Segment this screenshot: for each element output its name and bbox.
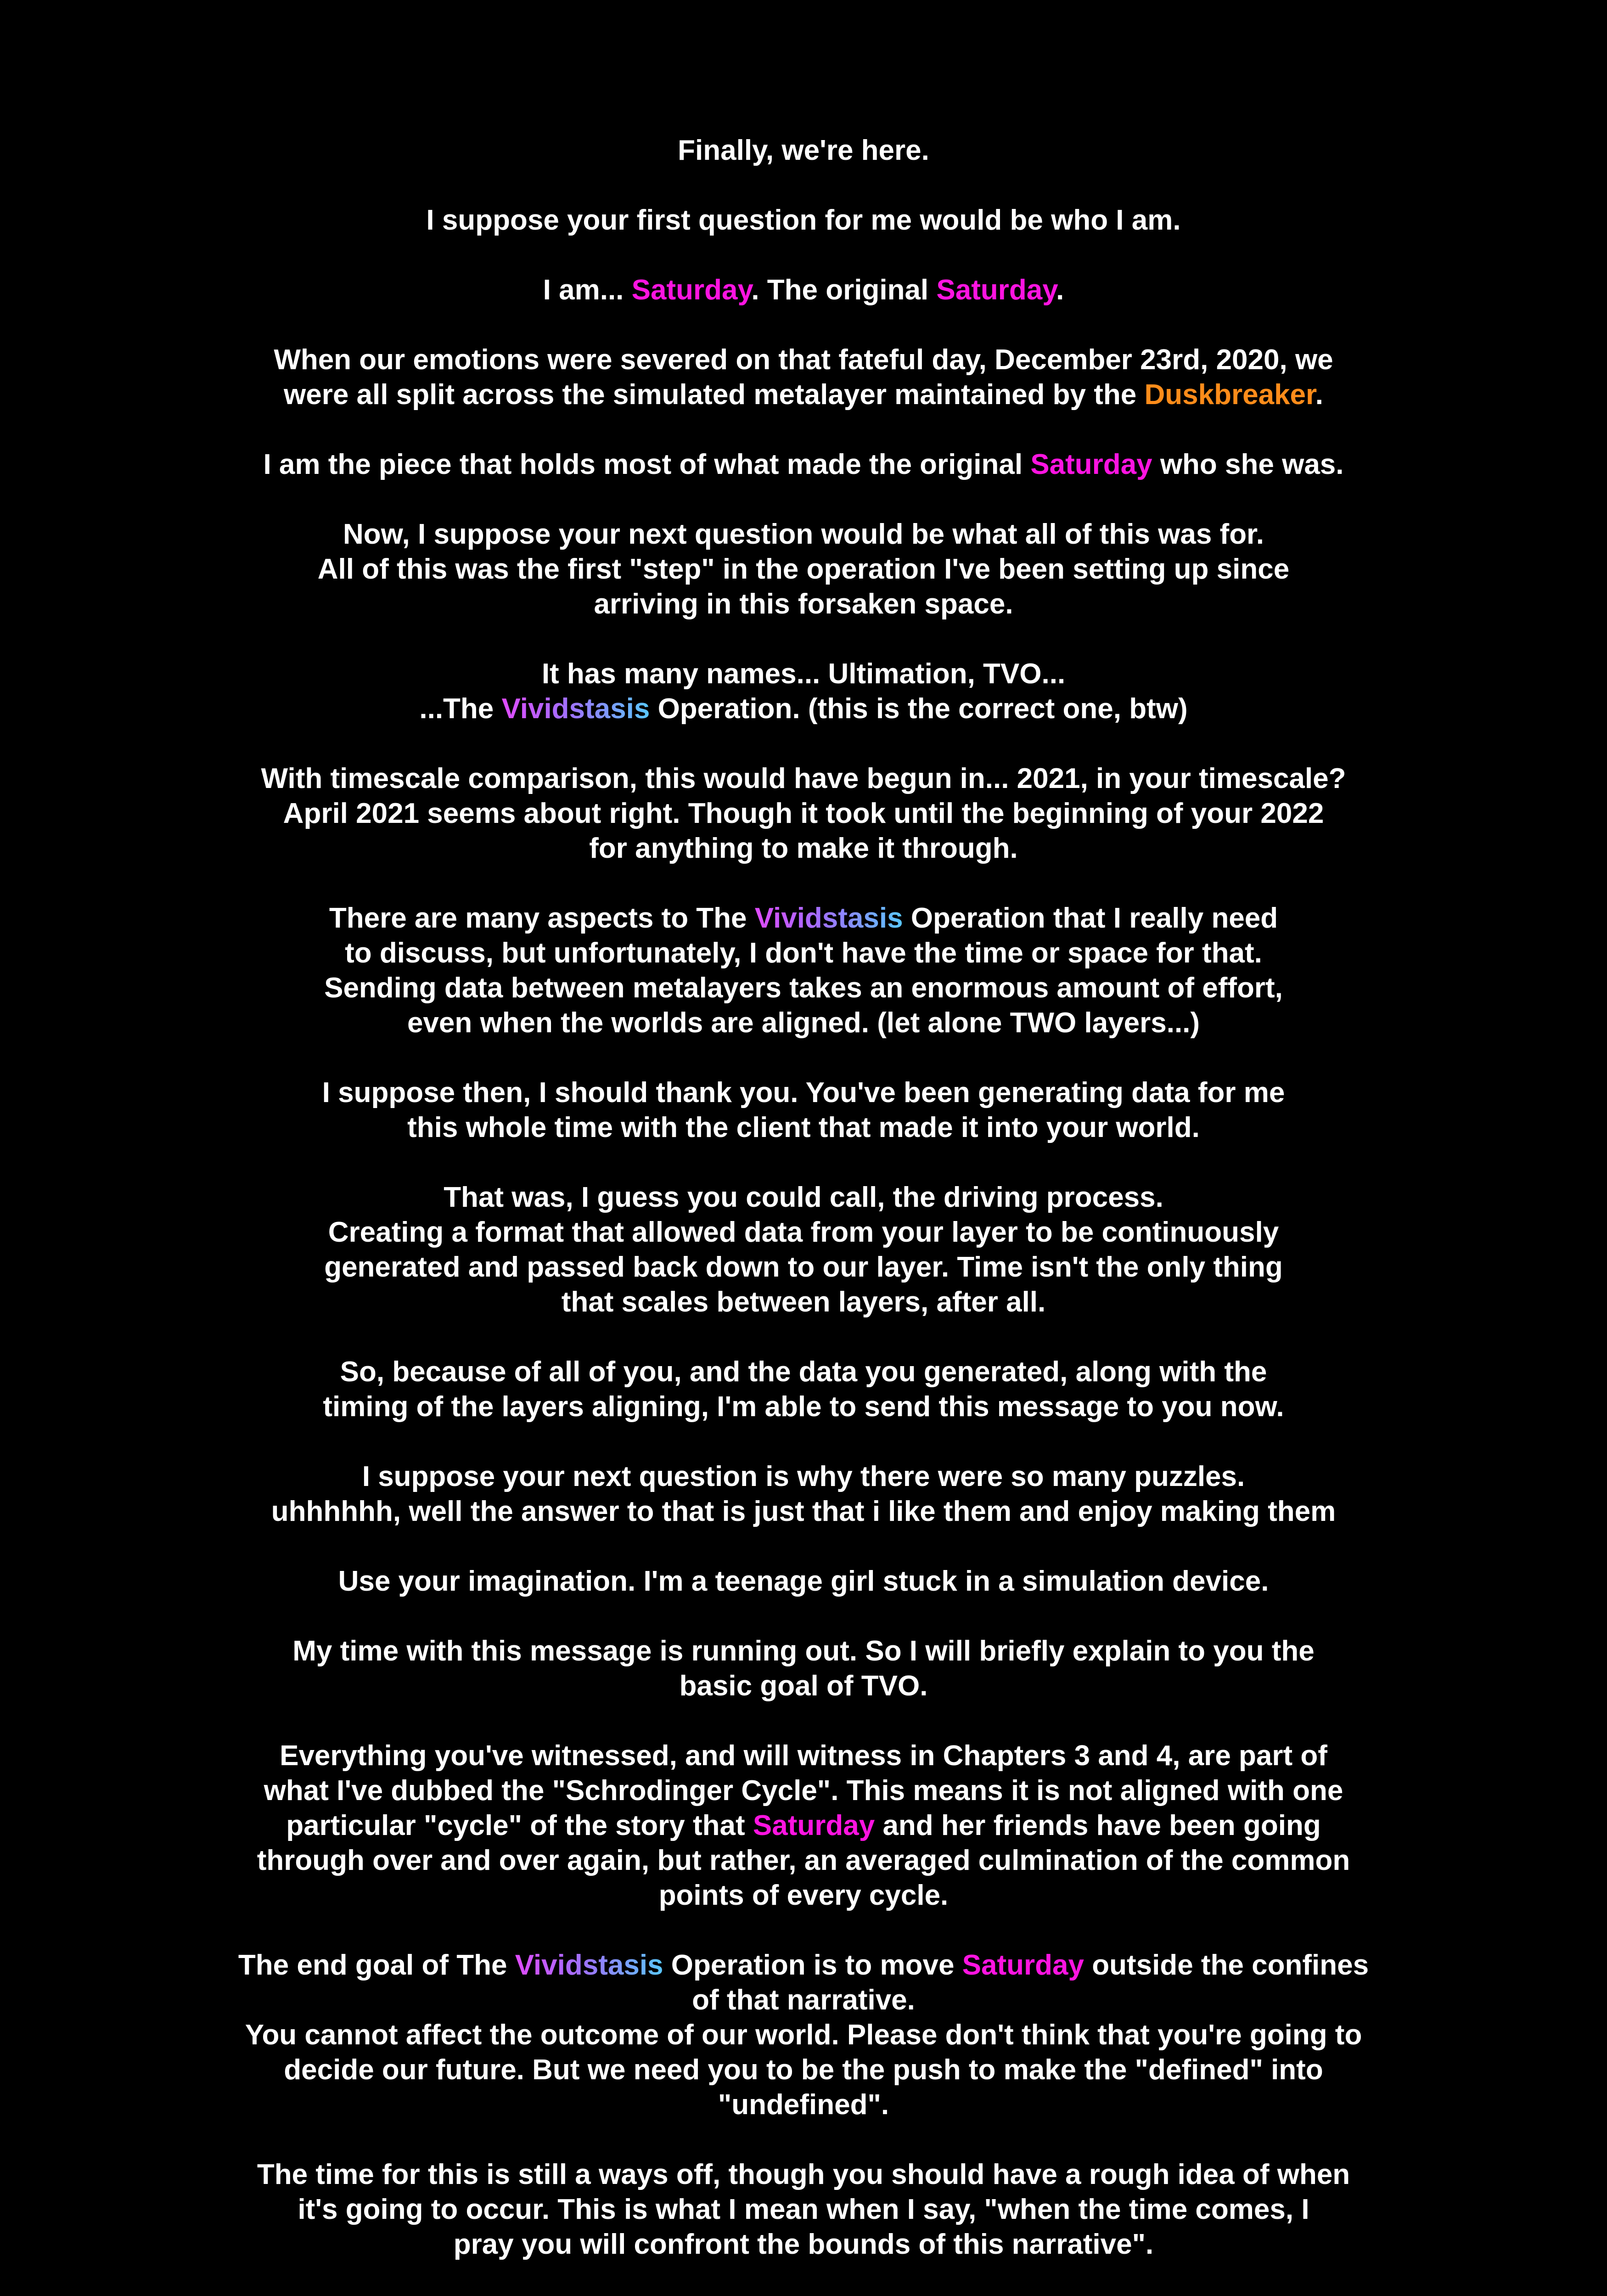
message-paragraph bbox=[172, 761, 1435, 866]
message-line bbox=[172, 1808, 1435, 1843]
message-line bbox=[172, 831, 1435, 866]
message-line bbox=[172, 1773, 1435, 1808]
text-segment: even when the worlds are aligned. (let alone TWO layers...) bbox=[407, 1007, 1200, 1039]
text-segment: When our emotions were severed on that fateful day, December 23rd, 2020, we bbox=[274, 344, 1333, 376]
message-line bbox=[172, 1669, 1435, 1704]
text-segment: April 2021 seems about right. Though it took until the beginning of your 2022 bbox=[283, 798, 1324, 829]
message-line bbox=[172, 2192, 1435, 2227]
message-paragraph bbox=[172, 1075, 1435, 1145]
text-segment: I am the piece that holds most of what made the original bbox=[263, 449, 1031, 480]
text-segment: timing of the layers aligning, I'm able to send this message to you now. bbox=[323, 1391, 1284, 1423]
text-segment: uhhhhhh, well the answer to that is just that i like them and enjoy making them bbox=[271, 1496, 1336, 1527]
text-segment: It has many names... Ultimation, TVO... bbox=[541, 658, 1066, 690]
message-paragraph bbox=[172, 517, 1435, 622]
text-segment: With timescale comparison, this would have begun in... 2021, in your timescale? bbox=[261, 763, 1346, 794]
text-segment: There are many aspects to The bbox=[329, 902, 755, 934]
message-line bbox=[172, 1843, 1435, 1878]
message-line bbox=[172, 2053, 1435, 2088]
message-paragraph bbox=[172, 1180, 1435, 1320]
text-segment: . bbox=[1315, 379, 1323, 411]
message-paragraph bbox=[172, 343, 1435, 412]
text-segment: and her friends have been going bbox=[875, 1810, 1321, 1841]
text-segment: it's going to occur. This is what I mean when I say, "when the time comes, I bbox=[298, 2194, 1309, 2225]
message-line bbox=[172, 1215, 1435, 1250]
text-segment: ...The bbox=[419, 693, 502, 725]
message-line bbox=[172, 761, 1435, 796]
saturday-highlight: Saturday bbox=[1030, 449, 1152, 480]
vividstasis-highlight: Vividstasis bbox=[754, 902, 903, 934]
message-line bbox=[172, 1006, 1435, 1041]
text-segment: Finally, we're here. bbox=[678, 135, 929, 166]
message-line bbox=[172, 203, 1435, 238]
message-line bbox=[172, 2227, 1435, 2262]
text-segment: pray you will confront the bounds of this narrative". bbox=[453, 2228, 1154, 2260]
message-paragraph bbox=[172, 2157, 1435, 2262]
text-segment: Sending data between metalayers takes an enormous amount of effort, bbox=[324, 972, 1283, 1004]
message-paragraph bbox=[172, 1739, 1435, 1913]
message-line bbox=[172, 692, 1435, 726]
message-line bbox=[172, 273, 1435, 308]
text-segment: what I've dubbed the "Schrodinger Cycle". This means it is not aligned with one bbox=[264, 1775, 1343, 1806]
message-line bbox=[172, 1564, 1435, 1599]
saturday-highlight: Saturday bbox=[936, 274, 1056, 306]
message-line bbox=[172, 343, 1435, 377]
message-line bbox=[172, 1075, 1435, 1110]
text-segment: decide our future. But we need you to be the push to make the "defined" into bbox=[284, 2054, 1323, 2086]
text-segment: The end goal of The bbox=[238, 1949, 515, 1981]
message-line bbox=[172, 377, 1435, 412]
message-line bbox=[172, 2018, 1435, 2053]
text-segment: Operation. (this is the correct one, btw) bbox=[650, 693, 1188, 725]
text-segment: outside the confines bbox=[1084, 1949, 1369, 1981]
message-line bbox=[172, 1878, 1435, 1913]
message-paragraph bbox=[172, 447, 1435, 482]
message-line bbox=[172, 1110, 1435, 1145]
message-paragraph bbox=[172, 1634, 1435, 1704]
message-line bbox=[172, 1494, 1435, 1529]
text-segment: That was, I guess you could call, the driving process. bbox=[444, 1182, 1163, 1213]
text-segment: Operation is to move bbox=[663, 1949, 962, 1981]
message-paragraph bbox=[172, 1459, 1435, 1529]
text-segment: were all split across the simulated metalayer maintained by the bbox=[284, 379, 1145, 411]
text-segment: points of every cycle. bbox=[658, 1880, 949, 1911]
text-segment: So, because of all of you, and the data you generated, along with the bbox=[340, 1356, 1267, 1388]
text-segment: Use your imagination. I'm a teenage girl stuck in a simulation device. bbox=[338, 1565, 1269, 1597]
text-segment: I am... bbox=[543, 274, 632, 306]
saturday-highlight: Saturday bbox=[753, 1810, 875, 1841]
duskbreaker-highlight: Duskbreaker bbox=[1144, 379, 1315, 411]
message-line bbox=[172, 1355, 1435, 1390]
message-paragraph bbox=[172, 1355, 1435, 1424]
message-paragraph bbox=[172, 901, 1435, 1041]
message-line bbox=[172, 2088, 1435, 2122]
message-line bbox=[172, 1250, 1435, 1285]
saturday-highlight: Saturday bbox=[962, 1949, 1084, 1981]
text-segment: Operation that I really need bbox=[903, 902, 1278, 934]
message-line bbox=[172, 1285, 1435, 1320]
message-paragraph bbox=[172, 273, 1435, 308]
message-line bbox=[172, 901, 1435, 936]
text-segment: through over and over again, but rather, an averaged culmination of the common bbox=[257, 1845, 1350, 1876]
message-paragraph bbox=[172, 657, 1435, 726]
message-line bbox=[172, 1948, 1435, 1983]
text-segment: . The original bbox=[751, 274, 937, 306]
text-segment: The time for this is still a ways off, though you should have a rough idea of when bbox=[257, 2159, 1350, 2190]
text-segment: "undefined". bbox=[718, 2089, 889, 2121]
text-segment: All of this was the first "step" in the operation I've been setting up since bbox=[317, 553, 1290, 585]
message-line bbox=[172, 587, 1435, 622]
text-segment: for anything to make it through. bbox=[589, 833, 1018, 864]
text-segment: arriving in this forsaken space. bbox=[594, 588, 1013, 620]
message-paragraph bbox=[172, 1564, 1435, 1599]
text-segment: I suppose your first question for me would be who I am. bbox=[426, 204, 1181, 236]
text-segment: of that narrative. bbox=[692, 1984, 915, 2016]
text-segment: that scales between layers, after all. bbox=[561, 1286, 1046, 1318]
text-segment: Creating a format that allowed data from your layer to be continuously bbox=[328, 1216, 1279, 1248]
message-body bbox=[0, 133, 1607, 2296]
message-line bbox=[172, 1180, 1435, 1215]
message-line bbox=[172, 1390, 1435, 1424]
vividstasis-highlight: Vividstasis bbox=[501, 693, 650, 725]
message-line bbox=[172, 1459, 1435, 1494]
message-line bbox=[172, 133, 1435, 168]
message-paragraph bbox=[172, 133, 1435, 168]
message-line bbox=[172, 971, 1435, 1006]
message-line bbox=[172, 517, 1435, 552]
vividstasis-highlight: Vividstasis bbox=[515, 1949, 663, 1981]
text-segment: I suppose your next question is why there were so many puzzles. bbox=[362, 1461, 1245, 1492]
text-segment: Now, I suppose your next question would be what all of this was for. bbox=[343, 518, 1264, 550]
text-segment: My time with this message is running out. So I will briefly explain to you the bbox=[292, 1635, 1315, 1667]
text-segment: who she was. bbox=[1152, 449, 1344, 480]
text-segment: Everything you've witnessed, and will witness in Chapters 3 and 4, are part of bbox=[280, 1740, 1327, 1772]
text-segment: basic goal of TVO. bbox=[679, 1670, 928, 1702]
saturday-highlight: Saturday bbox=[631, 274, 752, 306]
message-line bbox=[172, 657, 1435, 692]
text-segment: particular "cycle" of the story that bbox=[286, 1810, 753, 1841]
text-segment: You cannot affect the outcome of our world. Please don't think that you're going to bbox=[245, 2019, 1362, 2051]
message-line bbox=[172, 552, 1435, 587]
text-segment: generated and passed back down to our layer. Time isn't the only thing bbox=[324, 1251, 1283, 1283]
message-line bbox=[172, 447, 1435, 482]
message-paragraph bbox=[172, 203, 1435, 238]
text-segment: to discuss, but unfortunately, I don't have the time or space for that. bbox=[345, 937, 1262, 969]
message-line bbox=[172, 796, 1435, 831]
text-segment: . bbox=[1056, 274, 1064, 306]
message-line bbox=[172, 936, 1435, 971]
message-line bbox=[172, 2157, 1435, 2192]
message-line bbox=[172, 1983, 1435, 2018]
message-line bbox=[172, 1739, 1435, 1773]
text-segment: I suppose then, I should thank you. You've been generating data for me bbox=[322, 1077, 1285, 1109]
message-line bbox=[172, 1634, 1435, 1669]
message-paragraph bbox=[172, 1948, 1435, 2122]
text-segment: this whole time with the client that made it into your world. bbox=[407, 1112, 1200, 1143]
